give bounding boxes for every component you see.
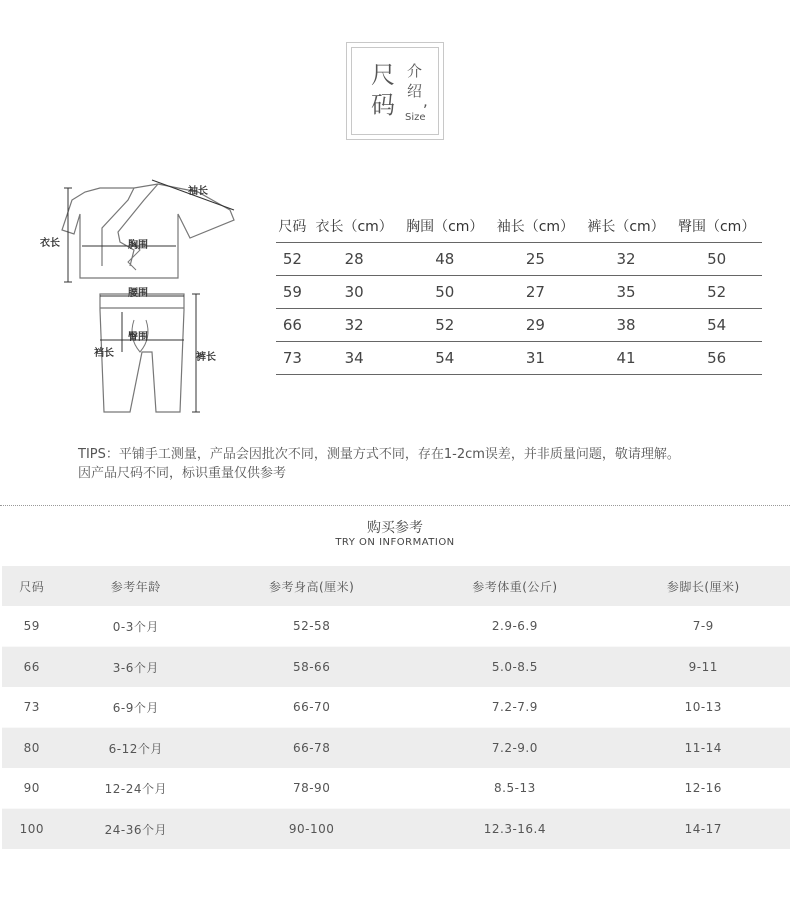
- table-cell: 30: [309, 276, 400, 309]
- try-on-table: [2, 566, 790, 849]
- try-header-age: 参考年龄: [62, 566, 210, 606]
- table-cell: 31: [490, 342, 581, 375]
- size-table: [276, 210, 762, 375]
- table-cell: 29: [490, 309, 581, 342]
- table-cell: 32: [581, 243, 672, 276]
- table-cell: 73: [276, 342, 309, 375]
- try-on-title: 购买参考: [367, 520, 423, 536]
- table-cell: 12-16: [684, 781, 722, 795]
- garment-illustration: [30, 170, 250, 420]
- logo-english: Size: [405, 112, 426, 123]
- table-cell: 12.3-16.4: [413, 809, 616, 850]
- table-cell: 2.9-6.9: [491, 619, 538, 633]
- table-cell: 66: [2, 647, 62, 688]
- size-table-header: [276, 210, 762, 243]
- table-cell: 12-24个月: [104, 781, 167, 796]
- table-cell: 80: [2, 728, 62, 769]
- table-cell: 7.2-9.0: [413, 728, 616, 769]
- table-cell: 52-58: [292, 619, 331, 633]
- table-cell: 48: [399, 243, 490, 276]
- table-cell: 100: [2, 809, 62, 850]
- table-cell: 7.2-7.9: [491, 700, 538, 714]
- table-cell: 5.0-8.5: [413, 647, 616, 688]
- table-cell: 66-78: [210, 728, 413, 769]
- table-cell: 59: [276, 276, 309, 309]
- logo-sub-char-1: 介: [407, 62, 423, 80]
- table-cell: 8.5-13: [494, 781, 536, 795]
- logo-comma: ,: [423, 92, 428, 110]
- table-cell: 54: [399, 342, 490, 375]
- label-rise: 裆长: [94, 348, 114, 359]
- try-header-weight: 参考体重(公斤): [413, 566, 616, 606]
- tips-text: [78, 445, 680, 483]
- tips-line-1: TIPS：平铺手工测量，产品会因批次不同，测量方式不同，存在1-2cm误差，并非质量问题，敬请理解。: [78, 447, 680, 462]
- table-cell: 9-11: [617, 647, 790, 688]
- table-row: [2, 687, 790, 728]
- try-header-size: 尺码: [2, 566, 62, 606]
- dotted-divider: [0, 505, 790, 506]
- table-cell: 6-12个月: [62, 728, 210, 769]
- table-cell: 52: [276, 243, 309, 276]
- size-header-length: 衣长（cm）: [309, 210, 400, 243]
- table-cell: 14-17: [617, 809, 790, 850]
- table-cell: 27: [490, 276, 581, 309]
- table-cell: 38: [581, 309, 672, 342]
- try-header-height: 参考身高(厘米): [210, 566, 413, 606]
- label-hip: 臀围: [128, 332, 148, 343]
- table-cell: 50: [399, 276, 490, 309]
- table-cell: 35: [581, 276, 672, 309]
- label-chest: 胸围: [128, 240, 148, 251]
- label-sleeve: 袖长: [188, 186, 208, 197]
- table-cell: 73: [23, 700, 40, 714]
- label-waist: 腰围: [128, 288, 148, 299]
- table-cell: 52: [399, 309, 490, 342]
- table-cell: 3-6个月: [62, 647, 210, 688]
- table-row: [2, 809, 790, 850]
- table-cell: 66-70: [292, 700, 331, 714]
- logo-title-char-1: 尺: [371, 61, 395, 89]
- tips-line-2: 因产品尺码不同，标识重量仅供参考: [78, 466, 287, 481]
- table-cell: 52: [671, 276, 762, 309]
- size-header-pants: 裤长（cm）: [581, 210, 672, 243]
- try-header-foot: 参脚长(厘米): [617, 566, 790, 606]
- table-cell: 59: [23, 619, 40, 633]
- table-row: [2, 647, 790, 688]
- size-header-hip: 臀围（cm）: [671, 210, 762, 243]
- table-cell: 56: [671, 342, 762, 375]
- table-cell: 24-36个月: [62, 809, 210, 850]
- try-on-subtitle: TRY ON INFORMATION: [335, 537, 455, 548]
- table-cell: 11-14: [617, 728, 790, 769]
- label-length: 衣长: [40, 238, 60, 249]
- table-cell: 28: [309, 243, 400, 276]
- table-row: [2, 728, 790, 769]
- table-cell: 54: [671, 309, 762, 342]
- logo-sub-char-2: 绍: [407, 82, 423, 100]
- table-cell: 58-66: [210, 647, 413, 688]
- size-header-chest: 胸围（cm）: [399, 210, 490, 243]
- table-row: [276, 243, 762, 276]
- table-cell: 90: [23, 781, 40, 795]
- table-cell: 34: [309, 342, 400, 375]
- table-row: [2, 768, 790, 809]
- table-row: [276, 342, 762, 375]
- table-cell: 6-9个月: [112, 700, 159, 715]
- table-cell: 41: [581, 342, 672, 375]
- logo-title-char-2: 码: [371, 91, 395, 119]
- table-cell: 7-9: [692, 619, 714, 633]
- table-cell: 25: [490, 243, 581, 276]
- table-cell: 0-3个月: [112, 619, 159, 634]
- table-row: [276, 276, 762, 309]
- try-on-table-header: [2, 566, 790, 606]
- logo-inner-frame: [351, 47, 439, 135]
- table-row: [276, 309, 762, 342]
- label-pants-length: 裤长: [196, 352, 216, 363]
- table-cell: 50: [671, 243, 762, 276]
- table-cell: 66: [276, 309, 309, 342]
- size-header-size: 尺码: [276, 210, 309, 243]
- table-cell: 90-100: [210, 809, 413, 850]
- table-cell: 32: [309, 309, 400, 342]
- size-intro-logo: [346, 42, 444, 140]
- table-row: [2, 606, 790, 647]
- table-cell: 10-13: [684, 700, 722, 714]
- size-header-sleeve: 袖长（cm）: [490, 210, 581, 243]
- table-cell: 78-90: [292, 781, 331, 795]
